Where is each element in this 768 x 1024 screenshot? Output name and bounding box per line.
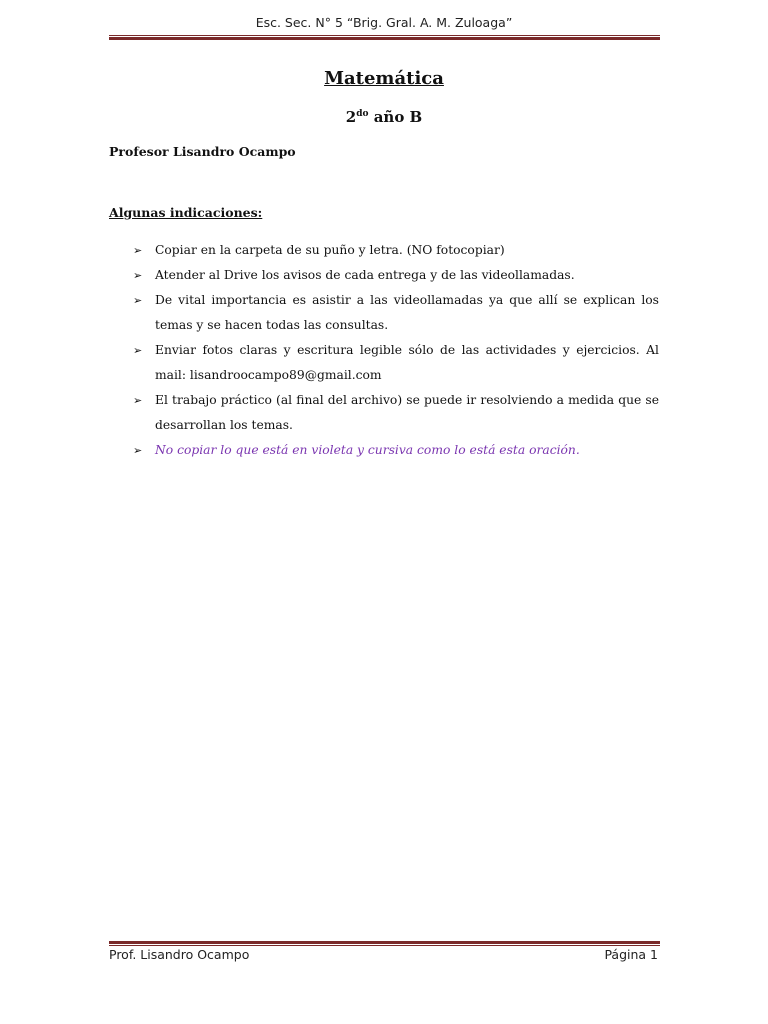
list-item-text: Atender al Drive los avisos de cada entrega y de las videollamadas.: [155, 268, 575, 282]
section-heading: Algunas indicaciones:: [109, 205, 263, 220]
header-rule: [109, 35, 660, 40]
arrow-bullet-icon: ➢: [133, 444, 143, 457]
arrow-bullet-icon: ➢: [133, 269, 143, 282]
list-item: [109, 338, 659, 388]
list-item: [109, 388, 659, 438]
page-header: Esc. Sec. N° 5 “Brig. Gral. A. M. Zuloaga”: [255, 15, 513, 30]
grade-number: 2: [345, 108, 357, 126]
footer-rule: [109, 941, 660, 946]
grade-superscript: do: [356, 109, 369, 119]
arrow-bullet-icon: ➢: [133, 394, 143, 407]
document-title: Matemática: [324, 68, 444, 89]
arrow-bullet-icon: ➢: [133, 344, 143, 357]
list-item-text: Copiar en la carpeta de su puño y letra. (NO fotocopiar): [155, 243, 505, 257]
footer-author: Prof. Lisandro Ocampo: [109, 947, 250, 962]
arrow-bullet-icon: ➢: [133, 244, 143, 257]
footer-page-number: Página 1: [604, 947, 658, 962]
instructions-list: [109, 238, 659, 463]
teacher-name: Profesor Lisandro Ocampo: [109, 144, 296, 159]
list-item: [109, 238, 659, 263]
grade-rest: año B: [368, 108, 423, 126]
list-item-text: De vital importancia es asistir a las videollamadas ya que allí se explican los temas y se hacen todas las consultas.: [155, 293, 659, 332]
list-item: [109, 438, 659, 463]
arrow-bullet-icon: ➢: [133, 294, 143, 307]
list-item-text: Enviar fotos claras y escritura legible sólo de las actividades y ejercicios. Al mail: lisandroocampo89@gmail.com: [155, 343, 659, 382]
list-item: [109, 288, 659, 338]
list-item-text-violet: No copiar lo que está en violeta y cursiva como lo está esta oración.: [155, 443, 580, 457]
grade-label: [0, 108, 768, 126]
list-item-text: El trabajo práctico (al final del archivo) se puede ir resolviendo a medida que se desarrollan los temas.: [155, 393, 659, 432]
list-item: [109, 263, 659, 288]
